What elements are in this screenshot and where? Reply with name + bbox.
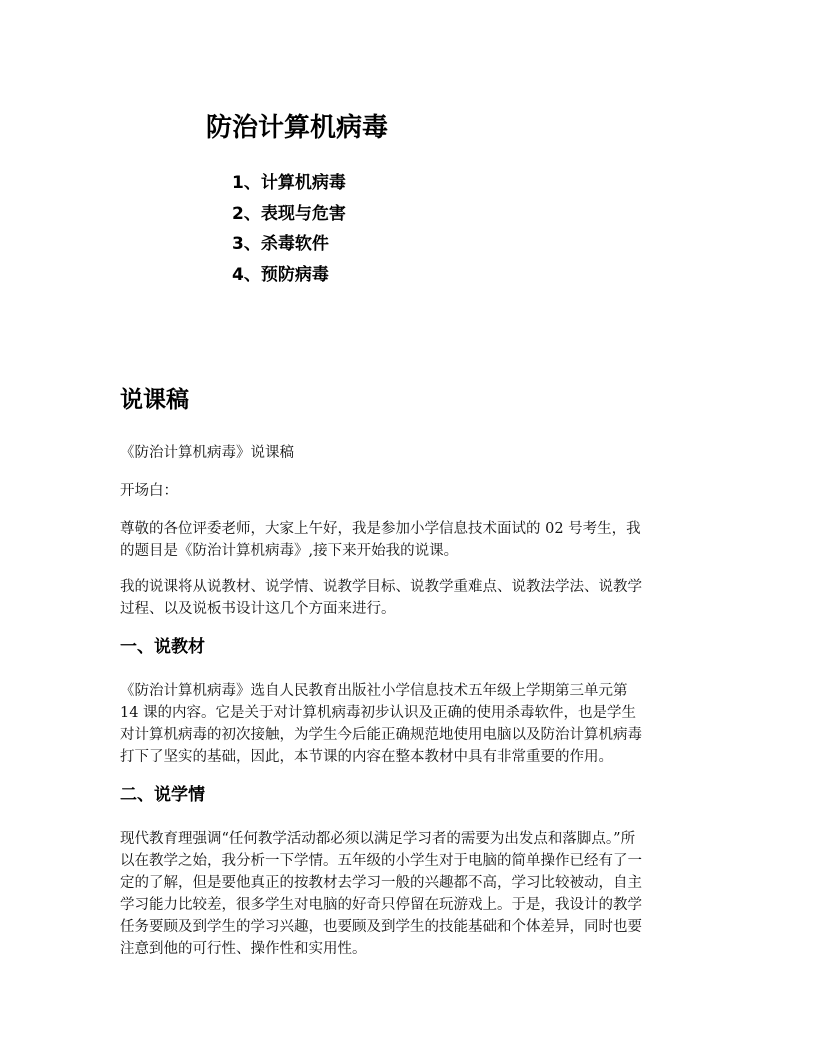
section-title: 说课稿 bbox=[120, 387, 189, 413]
outline-item-antivirus: 3、杀毒软件 bbox=[232, 234, 329, 254]
outline-item-symptoms: 2、表现与危害 bbox=[232, 203, 346, 224]
paragraph-plan bbox=[120, 576, 700, 620]
paragraph-greeting bbox=[120, 518, 700, 562]
learners-line-3: 定的了解，但是要他真正的按教材去学习一般的兴趣都不高，学习比较被动，自主 bbox=[120, 875, 642, 891]
heading-textbook: 一、说教材 bbox=[120, 637, 205, 657]
outline-item-prevention: 4、预防病毒 bbox=[232, 264, 329, 285]
textbook-line-2: 14 课的内容。它是关于对计算机病毒初步认识及正确的使用杀毒软件，也是学生 bbox=[120, 705, 637, 721]
plan-line-2: 过程、以及说板书设计这几个方面来进行。 bbox=[120, 601, 396, 617]
outline-list bbox=[232, 168, 346, 290]
textbook-line-4: 打下了坚实的基础，因此，本节课的内容在整本教材中具有非常重要的作用。 bbox=[120, 749, 613, 765]
textbook-line-3: 对计算机病毒的初次接触，为学生今后能正确规范地使用电脑以及防治计算机病毒 bbox=[120, 727, 642, 743]
learners-line-6: 注意到他的可行性、操作性和实用性。 bbox=[120, 941, 367, 957]
title-block bbox=[206, 108, 388, 148]
learners-line-4: 学习能力比较差，很多学生对电脑的好奇只停留在玩游戏上。于是，我设计的教学 bbox=[120, 897, 642, 913]
learners-line-1: 现代教育理强调“任何教学活动都必须以满足学习者的需要为出发点和落脚点。”所 bbox=[120, 831, 636, 847]
greeting-line-2: 的题目是《防治计算机病毒》,接下来开始我的说课。 bbox=[120, 543, 459, 559]
greeting-line-1: 尊敬的各位评委老师，大家上午好，我是参加小学信息技术面试的 02 号考生，我 bbox=[120, 521, 641, 537]
main-content bbox=[120, 380, 700, 974]
textbook-line-1: 《防治计算机病毒》选自人民教育出版社小学信息技术五年级上学期第三单元第 bbox=[120, 683, 628, 699]
paragraph-learners bbox=[120, 828, 700, 960]
heading-learners: 二、说学情 bbox=[120, 785, 205, 805]
paragraph-opening: 开场白： bbox=[120, 483, 178, 499]
learners-line-5: 任务要顾及到学生的学习兴趣，也要顾及到学生的技能基础和个体差异，同时也要 bbox=[120, 919, 642, 935]
document-title: 防治计算机病毒 bbox=[206, 113, 389, 143]
plan-line-1: 我的说课将从说教材、说学情、说教学目标、说教学重难点、说教法学法、说教学 bbox=[120, 579, 642, 595]
paragraph-subtitle: 《防治计算机病毒》说课稿 bbox=[120, 445, 294, 461]
outline-item-virus: 1、计算机病毒 bbox=[232, 173, 346, 193]
paragraph-textbook bbox=[120, 680, 700, 768]
learners-line-2: 以在教学之始，我分析一下学情。五年级的小学生对于电脑的简单操作已经有了一 bbox=[120, 853, 642, 869]
